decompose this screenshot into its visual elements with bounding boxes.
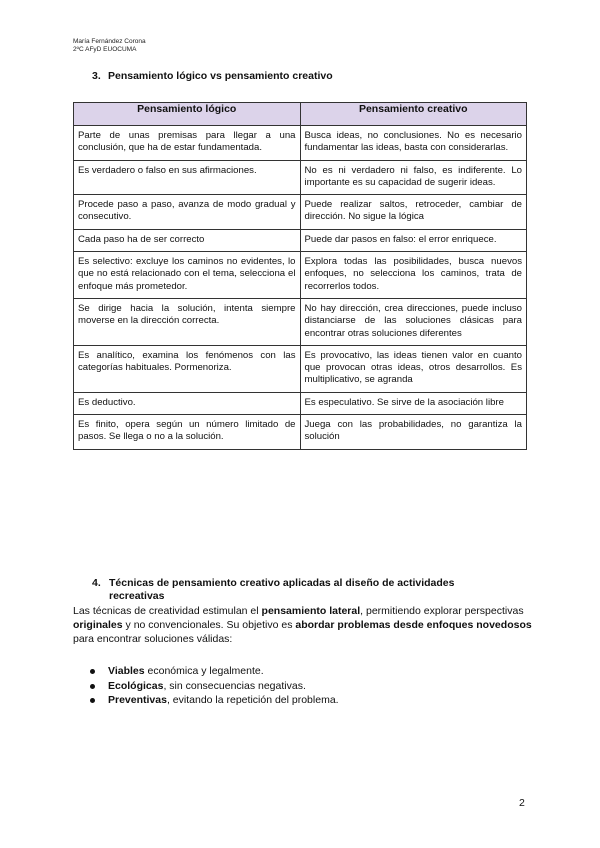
page-number: 2: [519, 797, 525, 809]
cell-creative: Explora todas las posibilidades, busca nuevos enfoques, no selecciona los caminos, trata de recorrerlos todos.: [300, 252, 527, 299]
table-row: [74, 345, 527, 392]
comparison-table: [73, 102, 527, 450]
cell-creative: Es especulativo. Se sirve de la asociación libre: [300, 392, 527, 414]
list-item-text: , evitando la repetición del problema.: [166, 694, 339, 706]
header-logical: Pensamiento lógico: [74, 103, 301, 126]
section-4-number: 4.: [92, 577, 101, 589]
cell-creative: No hay dirección, crea direcciones, puede incluso distanciarse de las soluciones clásicas para encontrar otras soluciones diferentes: [300, 298, 527, 345]
table-row: [74, 126, 527, 161]
cell-creative: Puede realizar saltos, retroceder, cambiar de dirección. No sigue la lógica: [300, 195, 527, 230]
table-row: [74, 195, 527, 230]
cell-creative: Es provocativo, las ideas tienen valor en cuanto que provocan otras ideas, otros desarrollos. Es multiplicativo, se agranda: [300, 345, 527, 392]
para-bold-text: abordar problemas desde enfoques novedosos: [295, 618, 532, 631]
cell-logical: Es finito, opera según un número limitado de pasos. Se llega o no a la solución.: [74, 415, 301, 450]
bullet-icon: [90, 698, 95, 703]
cell-logical: Cada paso ha de ser correcto: [74, 229, 301, 251]
para-text: , permitiendo explorar perspectivas: [360, 605, 524, 617]
course-label: 2ºC AFyD EUOCUMA: [73, 46, 137, 53]
cell-creative: Puede dar pasos en falso: el error enriquece.: [300, 229, 527, 251]
list-item-bold: Viables: [108, 665, 145, 677]
para-bold-text: pensamiento lateral: [261, 605, 361, 617]
bullet-icon: [90, 669, 95, 674]
section-4-paragraph: [73, 605, 533, 646]
document-header: [73, 38, 146, 54]
table-row: [74, 392, 527, 414]
list-item: [90, 679, 339, 694]
table-row: [74, 252, 527, 299]
section-4-heading: [92, 577, 492, 603]
list-item-text: , sin consecuencias negativas.: [163, 679, 306, 692]
table-row: [74, 298, 527, 345]
table-row: [74, 229, 527, 251]
section-3-number: 3.: [92, 70, 101, 82]
cell-logical: Se dirige hacia la solución, intenta siempre moverse en la dirección correcta.: [74, 298, 301, 345]
cell-logical: Procede paso a paso, avanza de modo gradual y consecutivo.: [74, 195, 301, 230]
section-3-title: Pensamiento lógico vs pensamiento creativo: [108, 70, 333, 82]
cell-creative: No es ni verdadero ni falso, es indiferente. Lo importante es su capacidad de sugerir ideas.: [300, 160, 527, 195]
list-item-text: económica y legalmente.: [144, 665, 264, 677]
cell-logical: Es selectivo: excluye los caminos no evidentes, lo que no está relacionado con el tema, selecciona el enfoque más prometedor.: [74, 252, 301, 299]
cell-logical: Es analítico, examina los fenómenos con las categorías habituales. Pormenoriza.: [74, 345, 301, 392]
table-row: [74, 415, 527, 450]
para-bold-text: originales: [73, 618, 123, 631]
author-name: María Fernández Corona: [73, 38, 146, 45]
cell-creative: Juega con las probabilidades, no garantiza la solución: [300, 415, 527, 450]
list-item-bold: Preventivas: [108, 694, 167, 706]
list-item: [90, 664, 339, 679]
header-creative: Pensamiento creativo: [300, 103, 527, 126]
table-row: [74, 160, 527, 195]
para-text: Las técnicas de creatividad estimulan el: [73, 605, 262, 617]
solutions-list: [90, 664, 339, 708]
para-text: para encontrar soluciones válidas:: [73, 632, 233, 645]
cell-creative: Busca ideas, no conclusiones. No es necesario fundamentar las ideas, basta con considerarlas.: [300, 126, 527, 161]
section-4-title: Técnicas de pensamiento creativo aplicadas al diseño de actividades recreativas: [109, 577, 455, 602]
cell-logical: Es deductivo.: [74, 392, 301, 414]
para-text: y no convencionales. Su objetivo es: [122, 618, 296, 631]
bullet-icon: [90, 684, 95, 689]
list-item-bold: Ecológicas: [108, 679, 164, 692]
list-item: [90, 693, 339, 708]
section-3-heading: [92, 70, 333, 82]
table-header-row: [74, 103, 527, 126]
cell-logical: Parte de unas premisas para llegar a una conclusión, que ha de estar fundamentada.: [74, 126, 301, 161]
cell-logical: Es verdadero o falso en sus afirmaciones.: [74, 160, 301, 195]
